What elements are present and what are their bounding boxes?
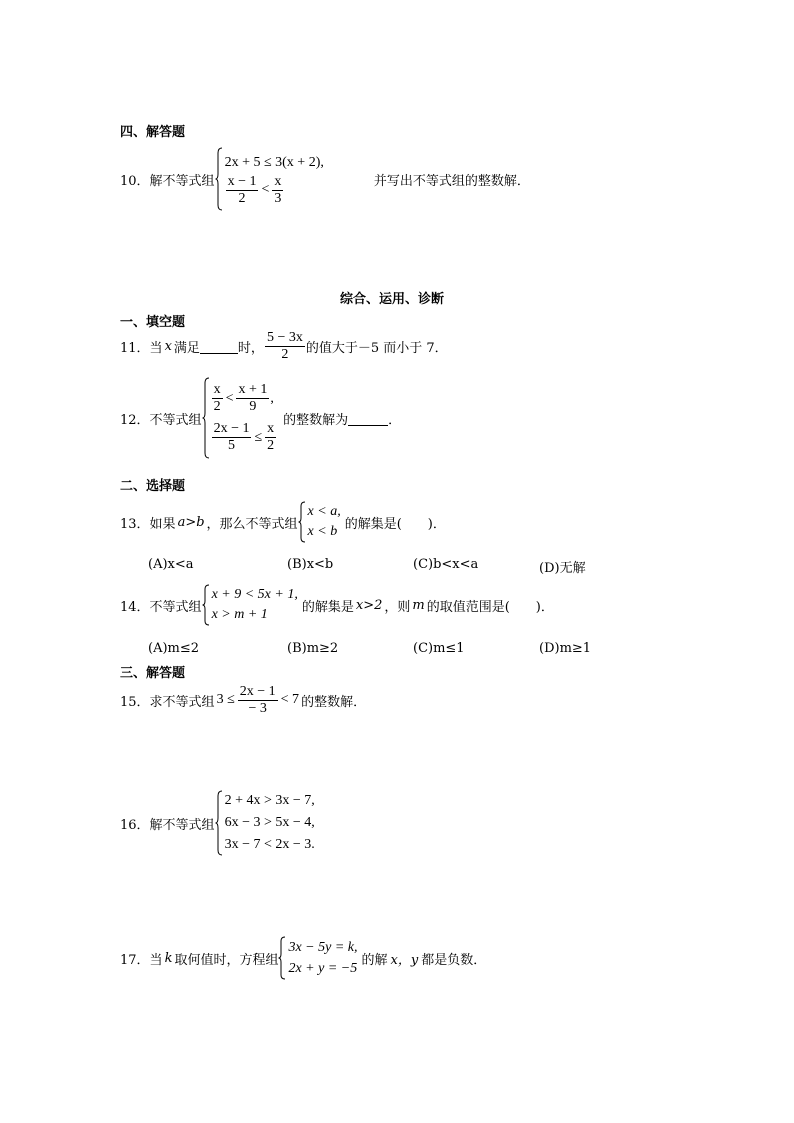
left-brace-icon bbox=[202, 584, 210, 626]
question-text: 不等式组 bbox=[149, 412, 202, 428]
fraction-denominator: 2 bbox=[213, 399, 221, 414]
question-14 bbox=[120, 583, 554, 627]
punctuation: , bbox=[270, 390, 274, 406]
question-text: 如果 bbox=[149, 516, 176, 532]
question-text: 不等式组 bbox=[149, 599, 202, 615]
question-13 bbox=[120, 500, 446, 544]
fraction-numerator: 2x − 1 bbox=[213, 421, 250, 436]
fraction-numerator: x + 1 bbox=[238, 382, 268, 397]
fraction-numerator: x bbox=[267, 421, 275, 436]
question-12 bbox=[120, 376, 401, 460]
operator: < bbox=[261, 182, 270, 197]
punctuation: ． bbox=[388, 412, 402, 428]
option-a[interactable]: (A)x<a bbox=[148, 557, 194, 572]
section-heading-1: 一、填空题 bbox=[120, 315, 186, 330]
fraction-denominator: 5 bbox=[228, 438, 236, 453]
question-number: 13． bbox=[120, 516, 150, 532]
system-row-2 bbox=[211, 421, 278, 454]
option-d[interactable]: (D)无解 bbox=[539, 561, 586, 576]
inequality-right: < 7 bbox=[280, 692, 300, 707]
variable: m bbox=[412, 597, 425, 613]
inequality-left: 3 ≤ bbox=[216, 692, 235, 707]
answer-blank[interactable] bbox=[348, 411, 388, 426]
question-number: 12． bbox=[120, 412, 150, 428]
question-17 bbox=[120, 935, 486, 981]
system-row-2: x > m + 1 bbox=[211, 607, 268, 622]
left-brace-icon bbox=[298, 501, 306, 543]
question-text: 的解集是( bbox=[344, 516, 402, 532]
question-text: 满足 bbox=[173, 340, 200, 356]
question-text: 的解 bbox=[361, 952, 388, 968]
fraction-denominator: 2 bbox=[281, 346, 289, 362]
option-a[interactable]: (A)m≤2 bbox=[148, 641, 200, 656]
group-title: 综合、运用、诊断 bbox=[340, 292, 445, 307]
question-text: 的值大于－5 而小于 7． bbox=[305, 340, 448, 356]
option-c[interactable]: (C)b<x<a bbox=[413, 557, 479, 572]
question-text: 解不等式组 bbox=[149, 817, 215, 833]
system-row-1: 2x + 5 ≤ 3(x + 2), bbox=[224, 154, 324, 170]
condition: a>b bbox=[177, 514, 205, 530]
fraction-numerator: x bbox=[213, 382, 221, 397]
system-row-1 bbox=[211, 382, 278, 415]
variables: x，y bbox=[390, 952, 419, 968]
left-brace-icon bbox=[215, 147, 223, 211]
fraction-numerator: x − 1 bbox=[227, 173, 257, 189]
system-row-1: x + 9 < 5x + 1, bbox=[211, 587, 298, 602]
fraction-numerator: 5 − 3x bbox=[266, 329, 303, 345]
question-text: 的取值范围是( bbox=[426, 599, 510, 615]
option-b[interactable]: (B)m≥2 bbox=[287, 641, 339, 656]
fraction-denominator: 2 bbox=[238, 190, 246, 206]
left-brace-icon bbox=[278, 936, 286, 980]
question-text: 的整数解为 bbox=[283, 412, 349, 428]
system-row-1: 2 + 4x > 3x − 7, bbox=[224, 793, 315, 808]
system-row-2: x < b bbox=[307, 524, 338, 539]
question-text-suffix: 并写出不等式组的整数解． bbox=[373, 173, 530, 189]
section-heading-3: 三、解答题 bbox=[120, 666, 186, 681]
fraction-denominator: 3 bbox=[274, 190, 282, 206]
question-number: 16． bbox=[120, 817, 150, 833]
section-heading-2: 二、选择题 bbox=[120, 479, 186, 494]
question-number: 15． bbox=[120, 694, 150, 710]
question-text: ，那么不等式组 bbox=[206, 516, 298, 532]
fraction-numerator: x bbox=[274, 173, 282, 189]
question-number: 10． bbox=[120, 173, 150, 189]
system-row-2: 6x − 3 > 5x − 4, bbox=[224, 815, 315, 830]
option-c[interactable]: (C)m≤1 bbox=[413, 641, 465, 656]
option-d[interactable]: (D)m≥1 bbox=[539, 641, 592, 656]
question-number: 11． bbox=[120, 340, 150, 356]
system-row-2: 2x + y = −5 bbox=[288, 961, 358, 976]
question-16 bbox=[120, 789, 315, 857]
fraction-denominator: − 3 bbox=[248, 700, 267, 716]
question-text: 解不等式组 bbox=[149, 173, 215, 189]
question-text: 当 bbox=[149, 952, 163, 968]
operator: ≤ bbox=[254, 429, 263, 445]
system-row-1: x < a, bbox=[307, 504, 341, 519]
question-text: 取何值时，方程组 bbox=[174, 952, 279, 968]
left-brace-icon bbox=[215, 790, 223, 856]
fraction-denominator: 9 bbox=[249, 399, 257, 414]
question-text: 时， bbox=[237, 340, 264, 356]
question-number: 17． bbox=[120, 952, 150, 968]
left-brace-icon bbox=[202, 377, 210, 459]
variable: x bbox=[164, 338, 172, 354]
variable: k bbox=[164, 950, 173, 966]
question-number: 14． bbox=[120, 599, 150, 615]
answer-blank[interactable] bbox=[200, 339, 238, 354]
question-text: 的整数解． bbox=[301, 694, 367, 710]
operator: < bbox=[225, 390, 234, 406]
system-row-1: 3x − 5y = k, bbox=[288, 940, 358, 955]
question-11 bbox=[120, 326, 448, 366]
question-text: 求不等式组 bbox=[149, 694, 215, 710]
system-row-2 bbox=[225, 174, 324, 207]
fraction-denominator: 2 bbox=[267, 438, 275, 453]
section-heading-4: 四、解答题 bbox=[120, 125, 186, 140]
option-b[interactable]: (B)x<b bbox=[287, 557, 334, 572]
question-text: ，则 bbox=[384, 599, 411, 615]
question-text: 都是负数． bbox=[421, 952, 487, 968]
condition: x>2 bbox=[355, 597, 383, 613]
question-text: 当 bbox=[149, 340, 163, 356]
question-10 bbox=[120, 146, 530, 212]
question-text: )． bbox=[535, 599, 554, 615]
question-15 bbox=[120, 680, 366, 720]
question-text: )． bbox=[427, 516, 446, 532]
fraction-numerator: 2x − 1 bbox=[239, 683, 276, 699]
question-text: 的解集是 bbox=[301, 599, 354, 615]
system-row-3: 3x − 7 < 2x − 3. bbox=[224, 837, 315, 852]
